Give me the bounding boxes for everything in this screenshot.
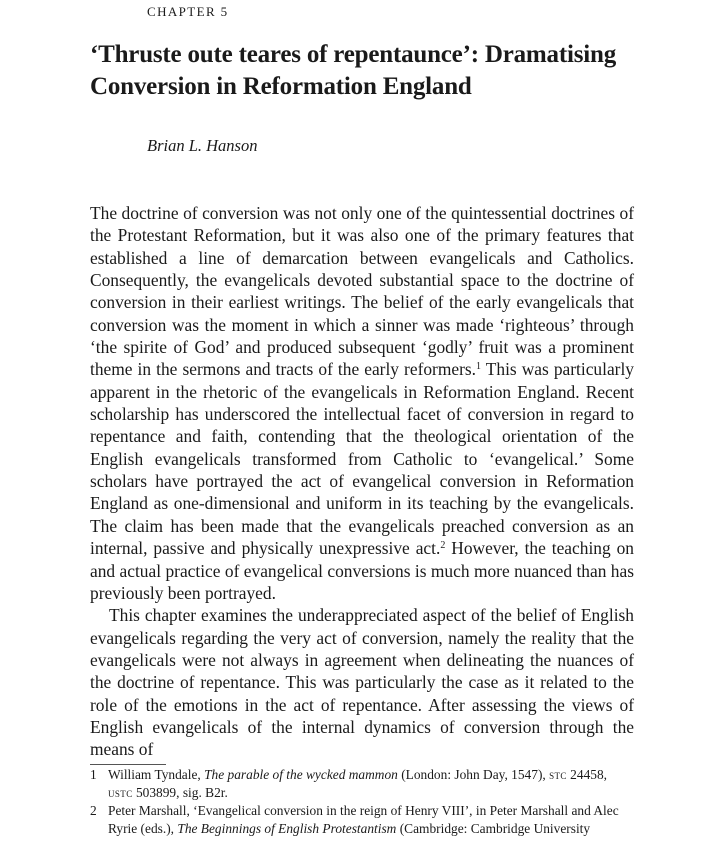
footnote-number-1: 1 [90, 767, 97, 782]
chapter-title-line-2: Conversion in Reformation England [90, 73, 472, 100]
footnote-1-imprint: (London: John Day, 1547), [397, 767, 550, 782]
footnote-1 [90, 766, 634, 802]
footnote-2-text-start: Peter Marshall, ‘Evangelical conversion in the reign of Henry VIII’, in Peter Marshall and Alec Ryrie (eds.), [108, 803, 619, 836]
footnote-divider [90, 764, 166, 765]
footnote-1-stc-number: 24458, [566, 767, 607, 782]
footnote-1-ustc-label: ustc [108, 785, 133, 800]
footnote-1-text-end: 503899, sig. B2r. [132, 785, 228, 800]
footnote-2-text-end: (Cambridge: Cambridge University [396, 821, 591, 836]
paragraph-1-part-3: However, the teaching on and actual practice of evangelical conversions is much more nuanced than has previously been portrayed. [90, 538, 634, 603]
chapter-title [90, 39, 650, 103]
footnote-2-work-title: The Beginnings of English Protestantism [177, 821, 397, 836]
paragraph-2: This chapter examines the underappreciated aspect of the belief of English evangelicals regarding the very act of conversion, namely the reality that the evangelicals were not always in agreement when delineating the nuances of the doctrine of repentance. This was particularly the case as it related to the role of the emotions in the act of repentance. After assessing the views of English evangelicals of the internal dynamics of conversion through the means of [90, 605, 634, 760]
footnote-number-2: 2 [90, 803, 97, 818]
paragraph-1-part-1: The doctrine of conversion was not only one of the quintessential doctrines of the Protestant Reformation, but it was also one of the primary features that established a line of demarcation between evangelicals and Catholics. Consequently, the evangelicals devoted substantial space to the doctrine of conversion in their earliest writings. The belief of the early evangelicals that conversion was the moment in which a sinner was made ‘righteous’ through ‘the spirite of God’ and produced subsequent ‘godly’ fruit was a prominent theme in the sermons and tracts of the early reformers. [90, 203, 634, 380]
footnote-1-stc-label: stc [549, 767, 567, 782]
chapter-label: CHAPTER 5 [147, 4, 229, 19]
paragraph-1-part-2: This was particularly apparent in the rhetoric of the evangelicals in Reformation England. Recent scholarship has underscored the intellectual facet of conversion in regard to repentance and faith, contending that the theological orientation of the English evangelicals transformed from Catholic to ‘evangelical.’ Some scholars have portrayed the act of evangelical conversion in Reformation England as one-dimensional and uniform in its teaching by the evangelicals. The claim has been made that the evangelicals preached conversion as an internal, passive and physically unexpressive act. [90, 359, 634, 559]
footnote-1-text-start: William Tyndale, [108, 767, 205, 782]
footnote-1-work-title: The parable of the wycked mammon [204, 767, 398, 782]
author-name: Brian L. Hanson [147, 136, 258, 155]
body-text [90, 202, 634, 761]
paragraph-1 [90, 202, 634, 604]
footnote-ref-1[interactable]: 1 [476, 361, 481, 373]
footnote-ref-2[interactable]: 2 [440, 540, 446, 552]
footnote-2 [90, 802, 634, 838]
chapter-title-line-1: ‘Thruste oute teares of repentaunce’: Dramatising [90, 41, 616, 68]
footnotes [90, 766, 634, 838]
